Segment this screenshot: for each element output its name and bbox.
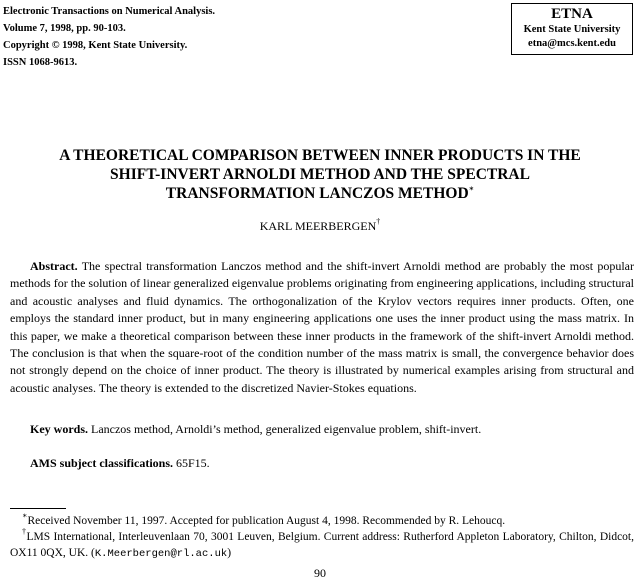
keywords-label: Key words.: [30, 422, 88, 436]
keywords-text: Lanczos method, Arnoldi’s method, generalized eigenvalue problem, shift-invert.: [91, 422, 482, 436]
journal-name: Electronic Transactions on Numerical Analysis.: [3, 6, 216, 17]
paper-title: [0, 146, 640, 203]
ams-classification-line: [30, 456, 210, 471]
author-name: KARL MEERBERGEN: [259, 219, 377, 233]
abstract-text: The spectral transformation Lanczos method and the shift-invert Arnoldi method are probably the most popular methods for the solution of linear generalized eigenvalue problems originating from engineering applications, including structural and acoustic analyses and fluid dynamics. The orthogonalization of the Krylov vectors requires inner products. Often, one employs the standard inner product, but in many engineering applications one uses the inner product using the mass matrix. In this paper, we make a theoretical comparison between these inner products in the framework of the shift-invert Arnoldi method. The conclusion is that when the square-root of the condition number of the mass matrix is small, the convergence behavior does not strongly depend on the choice of inner product. The theory is illustrated by numerical examples arising from structural and acoustic analyses. The theory is extended to the discretized Navier-Stokes equations.: [10, 259, 634, 395]
author-footnote-mark: †: [376, 217, 381, 226]
title-line-3: TRANSFORMATION LANCZOS METHOD: [165, 185, 469, 202]
issn-line: ISSN 1068-9613.: [3, 57, 78, 68]
footnote-1-text: Received November 11, 1997. Accepted for publication August 4, 1998. Recommended by R. Lehoucq.: [27, 515, 506, 527]
page-number: 90: [314, 566, 326, 580]
ams-text: 65F15.: [176, 456, 210, 470]
author-line: [0, 219, 640, 234]
ams-label: AMS subject classifications.: [30, 456, 173, 470]
footnote-2-mark: †: [22, 527, 27, 537]
title-line-2: SHIFT-INVERT ARNOLDI METHOD AND THE SPECTRAL: [110, 166, 530, 183]
etna-email: etna@mcs.kent.edu: [528, 38, 616, 49]
footnote-affiliation: [10, 527, 635, 562]
title-line-1: A THEORETICAL COMPARISON BETWEEN INNER PRODUCTS IN THE: [59, 147, 581, 164]
footnote-2-text: LMS International, Interleuvenlaan 70, 3001 Leuven, Belgium. Current address: Rutherford Appleton Laboratory, Chilton, Didcot, OX11 0QX, UK. (: [10, 531, 635, 559]
keywords-line: [30, 422, 481, 437]
title-line-3-wrap: [0, 184, 640, 203]
title-footnote-mark: ∗: [468, 183, 475, 193]
abstract-paragraph: [10, 258, 634, 397]
etna-title: ETNA: [551, 6, 593, 22]
journal-header: [3, 3, 215, 71]
journal-volume: Volume 7, 1998, pp. 90-103.: [3, 23, 126, 34]
copyright-line: Copyright © 1998, Kent State University.: [3, 40, 188, 51]
footnote-1-mark: ∗: [22, 511, 28, 521]
etna-logo-box: [511, 3, 633, 55]
etna-university: Kent State University: [523, 24, 621, 35]
abstract-label: Abstract.: [30, 259, 78, 273]
footnote-received: [22, 511, 506, 530]
footnote-divider: [10, 508, 66, 509]
footnote-2-close: ): [227, 546, 232, 559]
author-email-link[interactable]: K.Meerbergen@rl.ac.uk: [94, 547, 228, 560]
